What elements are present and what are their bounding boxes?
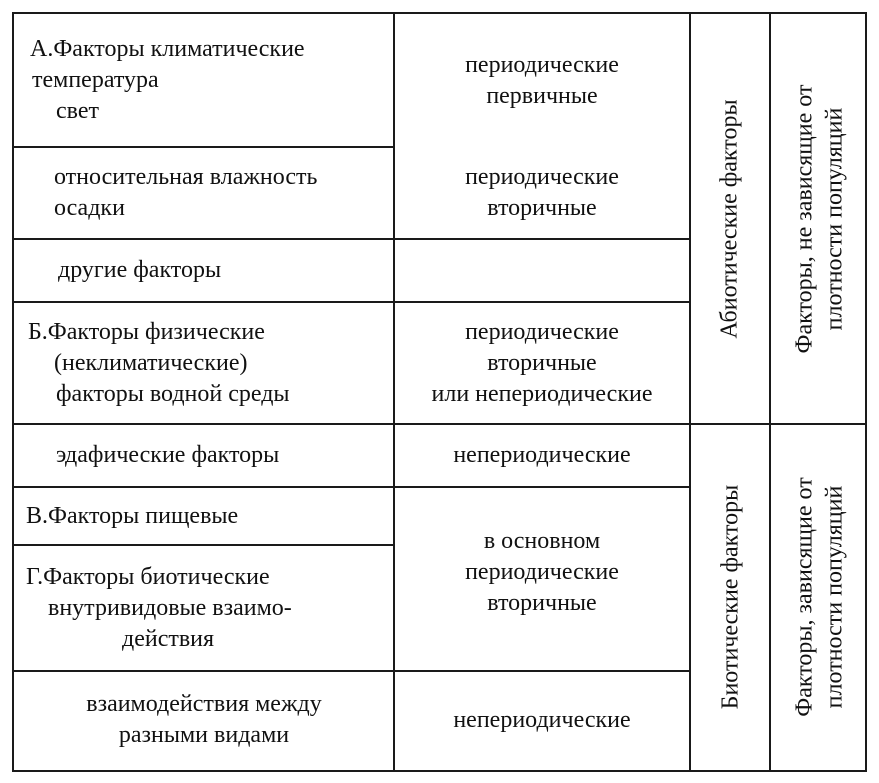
cell-line: периодические (465, 51, 619, 78)
table-cell-empty (394, 239, 690, 302)
group-label-density-independent (770, 14, 869, 424)
cell-line: непериодические (453, 442, 631, 468)
cell-line: эдафические факторы (56, 442, 280, 468)
row-divider (14, 544, 394, 546)
cell-line: факторы водной среды (56, 380, 290, 407)
cell-line: вторичные (487, 349, 597, 376)
cell-line: (неклиматические) (54, 349, 248, 376)
cell-line: другие факторы (58, 257, 222, 283)
table-cell-biotic-intraspecific (14, 545, 394, 671)
row-divider (14, 423, 865, 425)
group-label-line: Факторы, не зависящие от (791, 84, 818, 354)
cell-line: вторичные (487, 195, 597, 221)
cell-line: В.Факторы пищевые (26, 502, 239, 529)
cell-line: свет (56, 98, 99, 124)
table-cell-mostly-periodic-secondary (394, 487, 690, 671)
ecological-factors-table (12, 12, 867, 772)
table-cell-climatic-factors (14, 14, 394, 147)
cell-line: температура (32, 67, 159, 93)
cell-line: разными видами (118, 722, 290, 748)
cell-line: периодические (465, 318, 619, 345)
cell-line: взаимодействия между (86, 691, 322, 717)
row-divider (14, 670, 690, 672)
cell-line: или непериодические (431, 380, 653, 407)
row-divider (14, 146, 394, 148)
group-label-line: Абиотические факторы (717, 99, 743, 339)
group-label-biotic (690, 424, 770, 769)
cell-line: А.Факторы климатические (30, 36, 305, 62)
cell-line: непериодические (453, 706, 631, 733)
column-divider (393, 14, 395, 770)
group-label-density-dependent (770, 424, 869, 769)
group-label-line: плотности популяций (821, 485, 848, 708)
row-divider (14, 238, 690, 240)
cell-line: периодические (465, 164, 619, 190)
group-label-abiotic (690, 14, 770, 424)
table-cell-interspecific (14, 671, 394, 769)
table-cell-periodicity-secondary-or-nonperiodic (394, 302, 690, 424)
cell-line: относительная влажность (54, 164, 318, 190)
table-cell-periodicity-primary (394, 14, 690, 147)
column-divider (769, 14, 771, 770)
cell-line: вторичные (487, 589, 597, 616)
column-divider (689, 14, 691, 770)
group-label-line: плотности популяций (821, 107, 848, 331)
table-cell-food-factors (14, 487, 394, 545)
row-divider (14, 486, 690, 488)
table-cell-physical-factors (14, 302, 394, 424)
row-divider (14, 301, 690, 303)
table-cell-periodicity-secondary (394, 147, 690, 239)
cell-line: действия (122, 625, 215, 652)
table-cell-other-factors (14, 239, 394, 302)
cell-line: внутривидовые взаимо- (48, 594, 292, 621)
table-cell-edaphic-factors (14, 424, 394, 487)
cell-line: периодические (465, 558, 619, 585)
table-cell-nonperiodic (394, 671, 690, 769)
table-cell-nonperiodic (394, 424, 690, 487)
cell-line: Г.Факторы биотические (26, 563, 270, 590)
cell-line: Б.Факторы физические (28, 318, 265, 345)
cell-line: осадки (54, 195, 125, 221)
group-label-line: Биотические факторы (717, 484, 743, 709)
table-cell-humidity-precipitation (14, 147, 394, 239)
cell-line: в основном (483, 527, 601, 554)
group-label-line: Факторы, зависящие от (791, 476, 818, 717)
cell-line: первичные (486, 82, 598, 109)
